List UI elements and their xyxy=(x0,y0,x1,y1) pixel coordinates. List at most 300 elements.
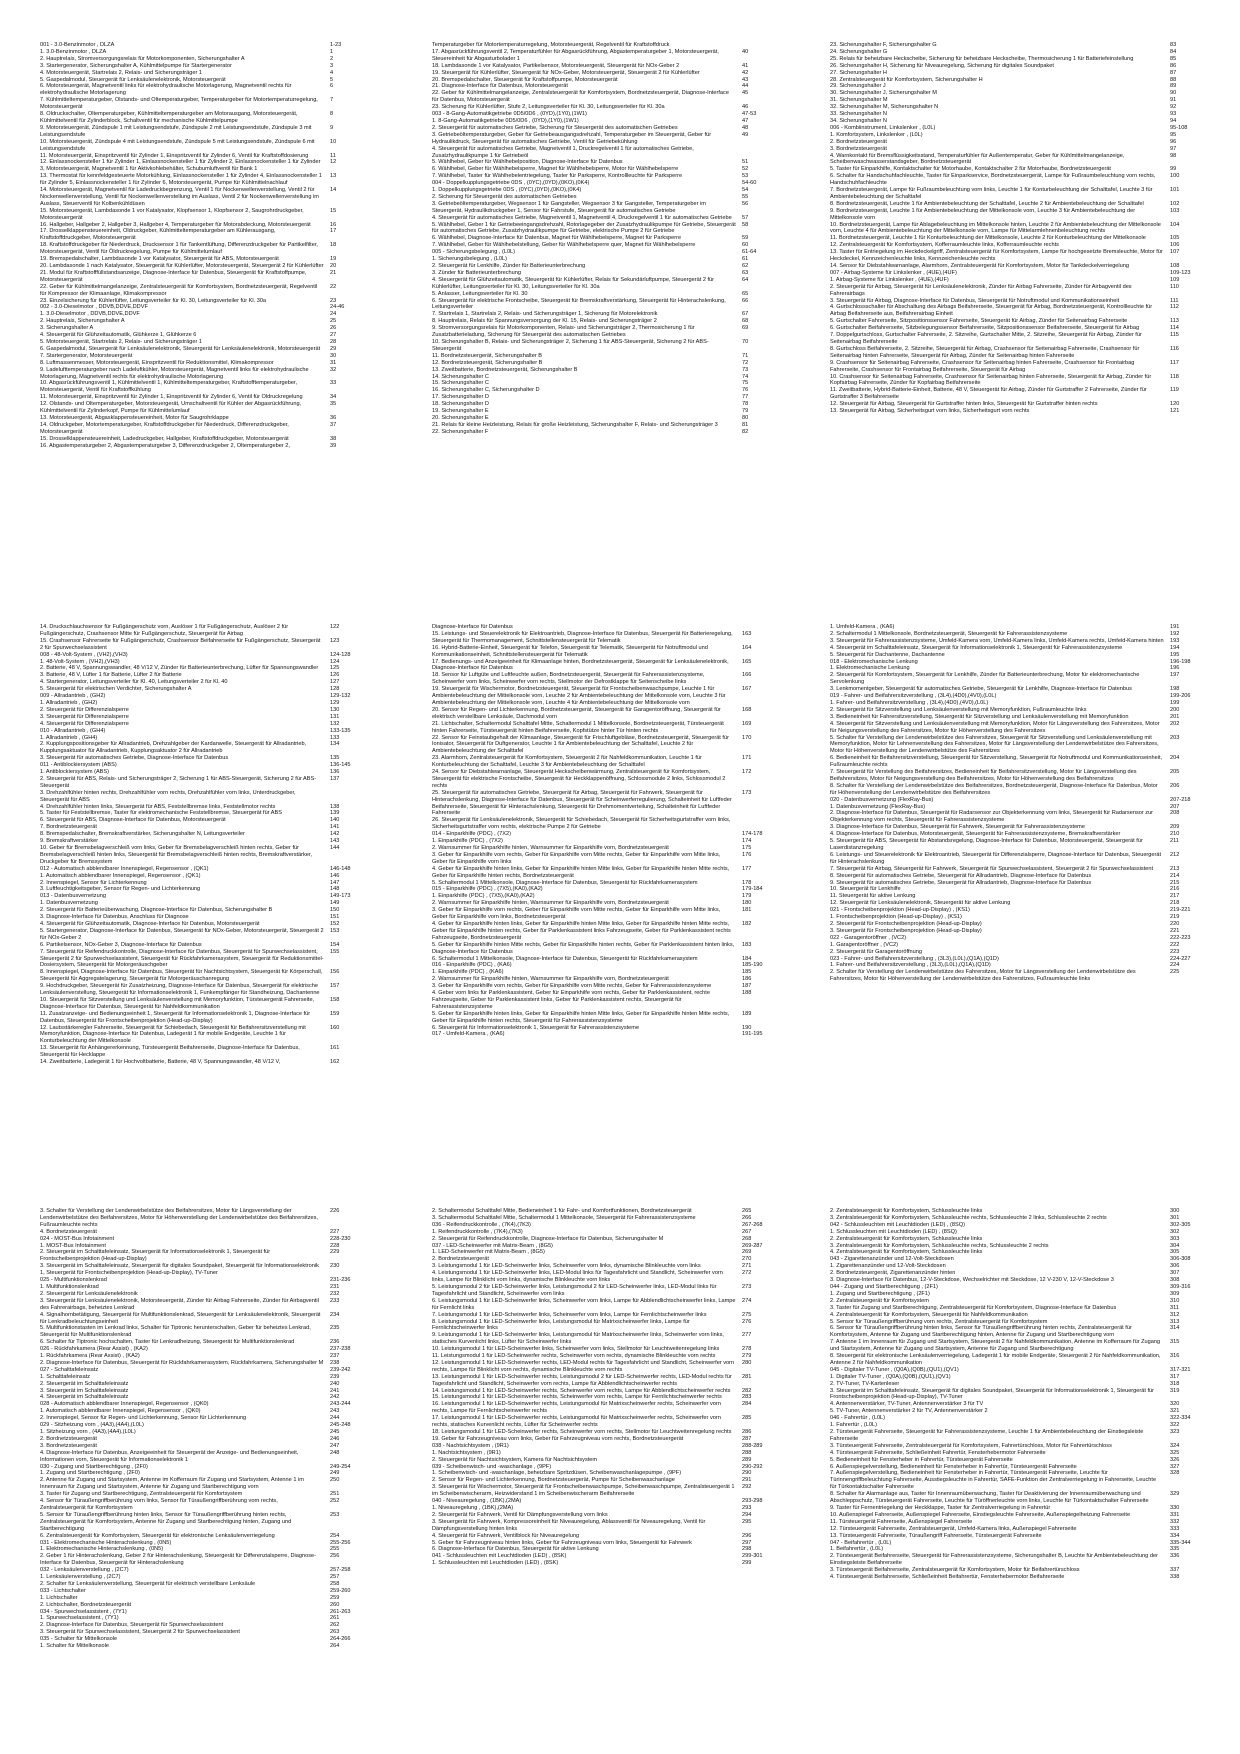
index-entry xyxy=(830,187,1200,201)
entry-page: 13 xyxy=(330,173,337,180)
entry-page: 336 xyxy=(1170,1553,1180,1560)
entry-title: 5. Taster für Feststellbremse, Taster für elektromechanische Feststellbremse, Steuergerät für ABS xyxy=(40,810,282,817)
entry-title: 6. Wählhebel, Diagnose-Interface für Datenbus, Magnet für Wählhebelsperre, Magnet für Parksperre xyxy=(432,235,682,242)
entry-title: 17. Sicherungshalter D xyxy=(432,394,489,401)
entry-page: 179-184 xyxy=(742,886,763,893)
index-entry xyxy=(40,1374,360,1381)
index-entry xyxy=(432,242,772,249)
entry-page: 301 xyxy=(1170,1214,1180,1221)
index-entry xyxy=(40,1567,360,1574)
index-entry xyxy=(830,360,1200,374)
index-entry xyxy=(830,374,1200,388)
entry-title: 1. Lenksäulenverstellung , (2C7) xyxy=(40,1574,121,1581)
index-entry xyxy=(40,1045,360,1059)
entry-page: 275 xyxy=(742,1311,752,1318)
entry-page: 243 xyxy=(330,1408,340,1415)
entry-page: 211 xyxy=(1170,838,1179,845)
index-entry xyxy=(830,1443,1200,1450)
entry-title: 029 - Sitzheizung vorn , (4A3),(4A4),(L0L) xyxy=(40,1422,144,1429)
index-entry xyxy=(40,1011,360,1025)
index-entry xyxy=(40,1443,360,1450)
index-entry xyxy=(830,942,1200,949)
index-entry xyxy=(432,817,772,831)
entry-title: 1. LED-Scheinwerfer mit Matrix-Beam , (8G5) xyxy=(432,1249,545,1256)
entry-page: 87 xyxy=(1170,69,1177,76)
entry-page xyxy=(330,790,360,804)
entry-title: 18. Sicherungshalter D xyxy=(432,401,489,408)
entry-title: 13. Steuergerät für Anhängererkennung, Türsteuergerät Beifahrerseite, Diagnose-Interface für Datenbus, Steuergerät für Hecklappe xyxy=(40,1045,300,1059)
entry-title: 5. Leistungsmodul 2 für LED-Scheinwerfer links, Leistungsmodul 2 für LED-Scheinwerfer links, LED-Modul links für Tagesfahrlicht und Standlicht, Scheinwerfer vorn links xyxy=(432,1283,717,1297)
entry-title: 7. Wählhebel, Taster für Wählhebelentriegelung, Taster für Parksperre, Kontrollleuchte für Parksperre xyxy=(432,173,683,180)
entry-page: 231 xyxy=(330,1283,340,1290)
index-entry xyxy=(830,1325,1200,1339)
index-entry xyxy=(432,1498,772,1505)
index-entry xyxy=(40,810,360,817)
index-entry xyxy=(830,1215,1200,1222)
entry-title: 2. Diagnose-Interface für Datenbus, Steuergerät für Radarsensor zur Objekterkennung vorn links, Steuergerät für Radarsensor zur Objekterkennung vorn rechts, Steuergerät für Fahrerassistenzsysteme xyxy=(830,810,1154,824)
entry-title: 2. Steuergerät für Fahrwerk, Ventil für Dämpfungsverstellung vorn links xyxy=(432,1511,608,1518)
entry-title: 4. Steuergerät für Differenzialsperre xyxy=(40,720,129,727)
entry-page: 11 xyxy=(330,152,336,159)
entry-page: 269 xyxy=(742,1249,752,1256)
entry-title: 9. Crashsensor für Seitenairbag Fahrerseite, Crashsensor für Seitenairbag hinten Fahrerseite, Crashsensor für Frontairbag Fahrerseite, Crashsensor für Frontairbag Beifahrerseite, Steuergerät für Airbag xyxy=(830,359,1135,373)
entry-title: 14. Leistungsmodul 1 für LED-Scheinwerfer rechts, Scheinwerfer vorn rechts, Lampe für Abblendlichtscheinwerfer rechts xyxy=(432,1387,731,1394)
entry-page: 171 xyxy=(742,755,752,762)
index-entry xyxy=(432,42,772,49)
entry-page: 317 xyxy=(1170,1373,1180,1380)
entry-page: 166 xyxy=(742,672,752,679)
entry-title: 022 - Garagentoröffner , (VC2) xyxy=(830,934,907,941)
entry-title: 3. Steuergerät für Airbag, Diagnose-Interface für Datenbus, Steuergerät für Notruftmodul und Kommunikationseinheit xyxy=(830,297,1120,304)
index-entry xyxy=(432,401,772,408)
entry-title: 10. Geber für Bremsbelagverschleiß vorn links, Geber für Bremsbelagverschleiß hinten rechts, Geber für Bremsbelagverschleiß hinten links, Steuergerät für Bremsbelagverschleiß hinten rechts, Bremskraftverstärker, Druckgeber für Bremssystem xyxy=(40,845,313,865)
entry-page: 7 xyxy=(330,97,334,104)
entry-title: 1. Doppelkupplungsgetriebe 0DS , (0YC),(0YD),(0KO),(0K4) xyxy=(432,187,582,194)
entry-title: 2. Steuergerät für Komfortsystem, Steuergerät für Lenkhilfe, Zünder für Batterieunterbrechung, Motor für elektromechanische Servolenkung xyxy=(830,672,1140,686)
entry-title: 21. Diagnose-Interface für Datenbus, Motorsteuergerät xyxy=(432,83,568,90)
entry-page: 62 xyxy=(742,263,749,269)
index-entry xyxy=(40,1243,360,1250)
entry-page: 122 xyxy=(330,624,340,630)
index-entry xyxy=(432,408,772,415)
entry-title: 10. Crashsensor für Seitenairbag Fahrerseite, Crashsensor für Seitenairbag hinten Fahrerseite, Steuergerät für Airbag, Zünder für Kopfairbag Fahrerseite, Zünder für Kopfairbag Beifahrerseite xyxy=(830,373,1152,387)
entry-page: 84 xyxy=(1170,48,1177,55)
entry-page: 255-256 xyxy=(330,1539,351,1546)
index-entry xyxy=(830,1574,1200,1581)
entry-page: 190 xyxy=(742,1024,752,1031)
index-entry xyxy=(830,304,1200,318)
entry-page: 32 xyxy=(330,366,337,373)
entry-title: 3. Steuergerät für automatisches Getriebe, Diagnose-Interface für Datenbus xyxy=(40,755,229,762)
entry-title: 1. Antiblockiersystem (ABS) xyxy=(40,769,110,776)
index-entry xyxy=(40,942,360,949)
entry-title: 4. Diagnose-Interface für Datenbus, Anzeigeeinheit für Steuergerät der Anzeige- und Bedienungseinheit, Informationen vorn, Steuergerät für Informationselektronik 1 xyxy=(40,1449,299,1463)
entry-title: 14. Druckschlauchsensor für Fußgängerschutz vorn, Auslöser 1 für Fußgängerschutz, Auslöser 2 für Fußgängerschutz, Crashsensor Mitte für Fußgängerschutz, Steuergerät für Airbag xyxy=(40,624,289,637)
entry-page: 106 xyxy=(1170,242,1180,249)
index-entry xyxy=(830,111,1200,118)
entry-page: 61 xyxy=(742,256,749,263)
entry-page: 282 xyxy=(742,1387,752,1394)
entry-title: 20. Lambdasonde 1 nach Katalysator, Steuergerät für Kühlerlüfter, Motorsteuergerät, Steuergerät 2 für Kühlerlüfter xyxy=(40,263,324,269)
index-entry xyxy=(830,714,1200,721)
index-entry xyxy=(830,208,1200,222)
entry-title: 1. MOST-Bus Infotainment xyxy=(40,1242,106,1249)
entry-title: 9. Motorsteuergerät, Zündspule 1 mit Leistungsendstufe, Zündspule 2 mit Leistungsendstufe, Zündspule 3 mit Leistungsendstufe xyxy=(40,124,312,138)
index-entry xyxy=(830,1540,1200,1547)
entry-title: 4. Steuergerät für automatisches Getriebe, Magnetventil 1, Magnetventil 4, Druckregelventil 1 für automatisches Getriebe xyxy=(432,214,732,221)
index-entry xyxy=(830,873,1200,880)
entry-title: 017 - Umfeld-Kamera , (KA6) xyxy=(432,1031,505,1038)
entry-page: 185 xyxy=(742,969,752,976)
index-entry xyxy=(40,969,360,983)
entry-title: 11. Bordnetzsteuergerät, Leuchte 1 für Konturbeleuchtung der Mittelkonsole, Leuchte 2 für Konturbeleuchtung der Mittelkonsole xyxy=(830,235,1146,242)
entry-page: 251 xyxy=(330,1491,340,1498)
entry-page: 114 xyxy=(1170,325,1179,332)
index-entry xyxy=(432,49,772,63)
index-column xyxy=(40,1208,360,1650)
index-entry xyxy=(432,686,772,707)
entry-title: 11. Steuergerät für aktive Lenkung xyxy=(830,893,916,900)
entry-page: 54-60 xyxy=(742,180,757,187)
index-entry xyxy=(830,298,1200,305)
entry-page: 231-236 xyxy=(330,1277,351,1284)
index-entry xyxy=(40,1367,360,1374)
entry-page: 40 xyxy=(742,48,749,55)
entry-page: 260 xyxy=(330,1601,340,1608)
entry-title: 18. Kraftstoffdruckgeber für Niederdruck, Drucksensor 1 für Tankentlüftung, Differenzdruckgeber für Partikelfilter, Motorsteuergerät, Ventil für Öldruckregelung, Pumpe für Kühlmittelumlauf xyxy=(40,242,318,256)
index-entry xyxy=(830,665,1200,672)
entry-page: 147 xyxy=(330,879,340,886)
entry-page: 325 xyxy=(1170,1449,1180,1456)
index-entry xyxy=(40,1208,360,1229)
index-entry xyxy=(830,1422,1200,1429)
index-entry xyxy=(40,1574,360,1581)
entry-title: 10. Bordnetzsteuergerät, Lampe für Ablagebeleuchtung im Mittelkonsole hinten, Leuchte 2 für Ambientebeleuchtung der Mittelkonsole vorn, Leuchte 4 für Ambientebeleuchtung der Mittelkonsole vorn, Lampe für Mittelarmlehnenbeleuchtung rechts xyxy=(830,221,1161,235)
entry-page: 175 xyxy=(742,845,752,851)
index-entry xyxy=(432,374,772,381)
index-entry xyxy=(830,77,1200,84)
index-entry xyxy=(830,1222,1200,1229)
index-entry xyxy=(432,1540,772,1547)
entry-title: 1. Lichtschalter xyxy=(40,1594,78,1601)
entry-page: 61-64 xyxy=(742,249,757,256)
entry-page: 90 xyxy=(1170,90,1177,97)
index-entry xyxy=(830,1256,1200,1263)
entry-title: 3. Bordnetzsteuergerät xyxy=(40,1442,97,1449)
index-entry xyxy=(432,63,772,70)
index-entry xyxy=(432,1270,772,1284)
index-entry xyxy=(432,1031,772,1038)
index-entry xyxy=(830,1457,1200,1464)
entry-title: 2. Schalter für Verstellung der Lendenwirbelstütze des Fahrersitzes, Motor für Längsverstellung der Lendenwirbelstütze des Fahrersitzes, Motor für Höhenverstellung der Lendenwirbelstütze des Fahrersitzes, Fußraumleuchte links xyxy=(830,969,1136,983)
entry-page: 56 xyxy=(742,200,749,207)
entry-page: 236 xyxy=(330,1339,340,1346)
entry-title: 2. Steuergerät für Sitzverstellung und Lenksäulenverstellung mit Memoryfunktion, Fußraumleuchte links xyxy=(830,706,1087,713)
entry-page: 149 xyxy=(330,900,340,907)
entry-page: 124 xyxy=(330,658,340,665)
index-entry xyxy=(432,270,772,277)
index-entry xyxy=(40,56,360,63)
entry-title: 7. Steuergerät für Verstellung des Beifahrersitzes, Bedieneinheit für Beifahrersitzverstellung, Motor für Längsverstellung des Beifahrersitzes, Motor für Neigungsverstellung des Beifahrersitzes, Motor für Höhenverstellung des Beifahrersitzes xyxy=(830,769,1137,782)
index-entry xyxy=(830,1367,1200,1374)
entry-page: 257-258 xyxy=(330,1567,351,1574)
entry-page: 118 xyxy=(1170,373,1179,380)
index-entry xyxy=(432,291,772,298)
entry-page: 202 xyxy=(1170,720,1180,727)
index-entry xyxy=(40,983,360,997)
entry-page: 322-334 xyxy=(1170,1415,1191,1422)
index-entry xyxy=(830,1512,1200,1519)
entry-title: 2. Bordnetzsteuergerät, Zigarettenanzünder hinten xyxy=(830,1270,956,1277)
index-entry xyxy=(830,1236,1200,1243)
entry-page: 278 xyxy=(742,1346,752,1353)
index-entry xyxy=(40,263,360,270)
index-entry xyxy=(830,769,1200,783)
entry-page: 239 xyxy=(330,1373,340,1380)
entry-title: 1. Schalttafeleinsatz xyxy=(40,1373,91,1380)
index-entry xyxy=(432,1215,772,1222)
index-entry xyxy=(830,325,1200,332)
index-entry xyxy=(40,1339,360,1346)
entry-title: 12. Ölstands- und Öltemperaturgeber, Motorsteuergerät, Umschaltventil für Kühler der Abgasrückführung, Kühlmittelventil für Zylinderkopf, Pumpe für Kühlmittelumlauf xyxy=(40,401,302,415)
index-entry xyxy=(432,166,772,173)
index-entry xyxy=(830,928,1200,935)
entry-title: 11. Zweitbatterie, Hybrid-Batterie-Einheit, Batterie, 48 V, Steuergerät für Airbag, Zünder für Gurtstraffer 2 Fahrerseite, Zünder für Gurtstraffer 3 Beifahrerseite xyxy=(830,387,1147,401)
index-entry xyxy=(830,387,1200,401)
index-entry xyxy=(830,1491,1200,1505)
entry-page: 131 xyxy=(330,713,340,720)
index-entry xyxy=(40,921,360,928)
entry-page: 45 xyxy=(742,90,749,97)
entry-title: 2. Bordnetzsteuergerät xyxy=(40,1435,97,1442)
entry-title: 10. Steuergerät für Sitzverstellung und Lenksäulenverstellung mit Memoryfunktion, Türsteuergerät Fahrerseite, Diagnose-Interface für Datenbus, Steuergerät für Nahfeldkommunikation xyxy=(40,996,315,1010)
entry-page: 47-53 xyxy=(742,111,757,118)
index-entry xyxy=(432,672,772,686)
index-entry xyxy=(830,880,1200,887)
entry-page: 207-218 xyxy=(1170,796,1191,803)
entry-page: 257 xyxy=(330,1574,340,1581)
index-entry xyxy=(830,70,1200,77)
entry-title: 25. Steuergerät für automatisches Getriebe, Steuergerät für Airbag, Steuergerät für Fahrwerk, Steuergerät für Hinterachslenkung, Diagnose-Interface für Datenbus, Steuergerät für Scheinwerferregulierung, Schalteinheit für Luftfeder Beifahrerseite, Steuergerät für Hinterachslenkung, Steuergerät für Drehmomentverteilung, Schalteinheit für Luftfeder Fahrerseite xyxy=(432,789,732,817)
entry-title: 22. Geber für Kühlmittelmangelanzeige, Zentralsteuergerät für Komfortsystem, Bordnetzsteuergerät, Diagnose-Interface für Datenbus, Motorsteuergerät xyxy=(432,90,729,104)
index-entry xyxy=(40,1588,360,1595)
entry-page: 79 xyxy=(742,408,749,415)
entry-page: 194 xyxy=(1170,644,1180,651)
entry-page: 8 xyxy=(330,111,334,118)
entry-page: 210 xyxy=(1170,831,1180,838)
index-entry xyxy=(40,1401,360,1408)
entry-page: 70 xyxy=(742,338,749,345)
entry-title: 17. Abgasrückführungsventil 2, Temperaturfühler für Abgasrückführung, Abgastemperaturgeber 1, Motorsteuergerät, Steuereinheit für Abgasturbolader 1 xyxy=(432,48,719,62)
entry-title: 8. Hauptrelais, Relais für Spannungsversorgung der Kl. 15, Relais- und Sicherungsträger 2 xyxy=(432,318,657,325)
index-entry xyxy=(830,935,1200,942)
index-entry xyxy=(432,1512,772,1519)
entry-page: 168 xyxy=(742,706,752,713)
index-entry xyxy=(40,873,360,880)
index-entry xyxy=(432,1256,772,1263)
entry-title: 3. Taster für Zugang und Startberechtigung, Zentralsteuergerät für Komfortsystem, Diagnose-Interface für Datenbus xyxy=(830,1304,1117,1311)
entry-page: 159 xyxy=(330,1010,340,1017)
entry-title: 3. Diagnose-Interface für Datenbus, 12-V-Steckdose, Wechselrichter mit Steckdose, 12 V-230 V, 12-V-Steckdose 3 xyxy=(830,1277,1114,1284)
entry-page: 174 xyxy=(742,838,752,845)
entry-title: 11. Zusatzanzeige- und Bedienungseinheit 1, Steuergerät für Informationselektronik 1, Diagnose-Interface für Datenbus, Steuergerät für Frontscheibenprojektion (Head-up-Display) xyxy=(40,1010,311,1024)
entry-page: 81 xyxy=(742,421,749,428)
index-entry xyxy=(830,1270,1200,1277)
entry-page: 111 xyxy=(1170,297,1179,304)
entry-page: 204 xyxy=(1170,755,1180,762)
index-entry xyxy=(40,1059,360,1066)
entry-title: 1. Airbag-Systeme für Linkslenker , (4UE),(4UF) xyxy=(830,276,949,283)
entry-title: 15. Leistungs- und Steuerelektronik für Elektroantrieb, Diagnose-Interface für Datenbus, Steuergerät für Batterieregelung, Steuergerät für Thermomanagement, Schnittstellensteuergerät für Telematik xyxy=(432,630,733,644)
entry-title: 24. Sensor für Diebstahlwarnanlage, Steuergerät Heckscheibenwärmung, Zentralsteuergerät für Komfortsystem, Steuergerät für elektrische Frontscheibe, Steuergerät für Heckklappenöffnung, Schlossmodule 2 links, Schlossmodul 2 rechts xyxy=(432,769,726,789)
index-entry xyxy=(830,886,1200,893)
entry-page: 124-128 xyxy=(330,651,351,658)
index-entry xyxy=(432,659,772,673)
entry-page: 189 xyxy=(742,1010,752,1017)
index-entry xyxy=(40,1636,360,1643)
entry-title: 4. Steuergerät für automatisches Getriebe, Magnetventil 1, Druckregelventil 1 für automatisches Getriebe, Zusatzhydraulikpumpe 1 für Getriebeöl xyxy=(432,145,694,159)
entry-title: 8. Öldruckschalter, Öltemperaturgeber, Kühlmitteltemperaturgeber am Motorausgang, Motorsteuergerät, Kühlmittelventil für Zylinderblock, Schaltventil für mechanische Kühlmittelpumpe xyxy=(40,111,298,124)
entry-title: 6. Außenspiegelverstellung, Bedieneinheit für Fensterheber in Fahrertür, Türsteuergerät Fahrerseite xyxy=(830,1463,1077,1470)
index-entry xyxy=(432,111,772,118)
index-entry xyxy=(40,1615,360,1622)
entry-page: 96 xyxy=(1170,138,1177,145)
index-entry xyxy=(40,721,360,728)
index-entry xyxy=(830,900,1200,907)
index-entry xyxy=(830,1319,1200,1326)
entry-title: 027 - Schalttafeleinsatz xyxy=(40,1366,99,1373)
index-entry xyxy=(830,139,1200,146)
entry-title: 22. Sensor für Feinstaubgehalt der Klimaanlage, Steuergerät für Frischluftgebläse, Bordnetzsteuergerät, Steuergerät für Ionisator, Steuergerät für Duftgenerator, Leuchte 1 für Ambientebeleuchtung der Schalttafel, Leuchte 2 für Ambientebeleuchtung der Schalttafel xyxy=(432,734,729,755)
entry-title: 9. Leistungsmodul 1 für LED-Scheinwerfer links, Leistungsmodul für Matrixscheinwerfer links, Scheinwerfer vorn links, statisches Kurvenlicht links, Lüfter für Scheinwerfer links xyxy=(432,1332,724,1346)
entry-page: 218 xyxy=(1170,900,1180,907)
index-entry xyxy=(40,1436,360,1443)
entry-page: 329 xyxy=(1170,1491,1180,1498)
index-entry xyxy=(432,1332,772,1346)
entry-title: 23. Sicherung für Kühlerlüfter, Stufe 2, Leitungsverteiler für Kl. 30, Leitungsverteiler für Kl. 30a xyxy=(432,104,665,111)
entry-title: 3. Diagnose-Interface für Datenbus, Anschluss für Diagnose xyxy=(40,914,189,921)
entry-page: 299-301 xyxy=(742,1553,763,1560)
index-entry xyxy=(830,318,1200,325)
index-entry xyxy=(40,394,360,401)
index-entry xyxy=(432,173,772,180)
entry-title: 12. Türsteuergerät Fahrerseite, Zentralsteuergerät, Umfeld-Kamera links, Außenspiegel Fahrerseite xyxy=(830,1525,1077,1532)
entry-title: 26. Sicherungshalter H, Sicherung für Niveauregelung, Sicherung für digitales Soundpaket xyxy=(830,62,1054,69)
entry-page: 217 xyxy=(1170,893,1180,900)
entry-page: 54 xyxy=(742,187,749,194)
entry-page: 313 xyxy=(1170,1318,1180,1325)
entry-title: 13. Steuergerät für Airbag, Sicherheitsgurt vorn links, Sicherheitsgurt vorn rechts xyxy=(830,408,1030,415)
entry-title: 2. Zentralsteuergerät für Komfortsystem, Schlussleuchte links xyxy=(830,1235,983,1242)
entry-page: 117 xyxy=(1170,359,1179,366)
entry-page: 99 xyxy=(1170,166,1177,173)
index-entry xyxy=(830,132,1200,139)
entry-page: 27 xyxy=(330,332,337,339)
index-entry xyxy=(830,866,1200,873)
index-entry xyxy=(40,1595,360,1602)
entry-page: 161 xyxy=(330,1045,340,1052)
entry-page: 224-227 xyxy=(1170,955,1191,962)
entry-page: 199 xyxy=(1170,699,1180,706)
index-entry xyxy=(830,831,1200,838)
index-entry xyxy=(432,339,772,353)
entry-page: 302-305 xyxy=(1170,1221,1191,1228)
entry-page: 297 xyxy=(742,1539,752,1546)
entry-title: 14. Sicherungshalter C xyxy=(432,373,489,380)
entry-title: 2. TV-Tuner, TV-Kartenleser xyxy=(830,1380,900,1387)
entry-title: 031 - Elektromechanische Hinterachslenkung , (0N5) xyxy=(40,1539,172,1546)
index-entry xyxy=(40,1277,360,1284)
entry-page: 302 xyxy=(1170,1228,1180,1235)
entry-title: 4. Geber vorn links für Parklenkassistent, Geber für Einparkhilfe vorn rechts, Geber für Parklenkassistent, rechte Fahrzeugseite, Geber für Parklenkassistent links, Geber für Parklenkassistent rechts, Steuergerät für Fahrerassistenzsysteme xyxy=(432,990,710,1010)
entry-page xyxy=(742,146,772,160)
index-entry xyxy=(40,63,360,70)
index-entry xyxy=(40,70,360,77)
index-entry xyxy=(432,215,772,222)
entry-page: 157 xyxy=(330,983,340,990)
entry-title: 8. Steuergerät für elektronische Lenksäulenverriegelung, Ladegerät 1 für mobile Endgeräte, Steuergerät 2 für Nahfeldkommunikation, Antenne 2 für Nahfeldkommunikation xyxy=(830,1353,1161,1366)
entry-title: 1. 3.0-Dieselmotor , DDVB,DDVE,DDVF xyxy=(40,311,140,318)
entry-page: 241 xyxy=(330,1387,340,1394)
entry-page: 227 xyxy=(330,1228,340,1235)
entry-title: 20. Sensor für Regen- und Lichterkennung, Bordnetzsteuergerät, Steuergerät für Garagentoröffnung, Steuergerät für elektrisch verstellbare Lenksäule, Dachmodul vorn xyxy=(432,706,721,720)
index-entry xyxy=(40,125,360,139)
entry-page: 331 xyxy=(1170,1511,1180,1518)
entry-page: 76 xyxy=(742,387,749,394)
entry-title: 4. Steuergerät für Glühzeitautomatik, Diagnose-Interface für Datenbus, Motorsteuergerät xyxy=(40,920,260,927)
index-entry xyxy=(40,638,360,652)
entry-page: 240 xyxy=(330,1380,340,1387)
entry-title: 6. Leistungsmodul 1 für LED-Scheinwerfer links, Scheinwerfer vorn links, Lampe für Abblendlichtscheinwerfer links, Lampe für Fernlicht links xyxy=(432,1297,736,1311)
index-entry xyxy=(40,1546,360,1553)
entry-page: 139 xyxy=(330,810,340,817)
index-entry xyxy=(40,707,360,714)
entry-page: 141 xyxy=(330,824,340,831)
entry-title: 9. Steuergerät für automatisches Getriebe, Steuergerät für Allradantrieb, Diagnose-Interface für Datenbus xyxy=(830,879,1092,886)
entry-title: 1. Elektromechanische Hinterachslenkung , (0N5) xyxy=(40,1546,164,1553)
entry-page: 83 xyxy=(1170,42,1177,48)
entry-title: 7. Antenne 1 im Innenraum für Zugang und Startsystem, Steuergerät 2 für Nahfeldkommunikation, Antenne im Kofferraum für Zugang und Startsystem, Antenne für Zugang und Startsystem, Antenne für Zugang und Startberechtigung xyxy=(830,1339,1161,1353)
entry-page: 324 xyxy=(1170,1442,1180,1449)
entry-page: 291 xyxy=(742,1477,752,1484)
entry-page: 184 xyxy=(742,955,752,962)
entry-page: 12 xyxy=(330,159,337,166)
entry-title: 23. Alarmhorn, Zentralsteuergerät für Komfortsystem, Steuergerät 2 für Nahfeldkommunikation, Leuchte 1 für Konturbeleuchtung der Schalttafel, Leuchte 3 für Ambientebeleuchtung der Schalttafel xyxy=(432,755,702,769)
entry-title: 046 - Fahrertür , (L0L) xyxy=(830,1415,886,1422)
entry-title: 016 - Einparkhilfe (PDC) , (KA6) xyxy=(432,962,512,969)
entry-page: 254 xyxy=(330,1532,340,1539)
entry-page: 239-242 xyxy=(330,1366,351,1373)
entry-page: 51 xyxy=(742,159,749,166)
entry-title: 5. Bedieneinheit für Fensterheber in Fahrertür, Türsteuergerät Fahrerseite xyxy=(830,1456,1013,1463)
entry-title: 8. Leistungsmodul 1 für LED-Scheinwerfer links, Leistungsmodul für Matrixscheinwerfer links, Lampe für Fernlichtscheinwerfer links xyxy=(432,1318,690,1332)
index-entry xyxy=(40,693,360,700)
index-entry xyxy=(40,367,360,381)
entry-title: 3. Zentralsteuergerät für Komfortsystem, Schlussleuchte rechts, Schlussleuchte 2 rechts xyxy=(830,1242,1049,1249)
index-entry xyxy=(432,1560,772,1567)
index-entry xyxy=(830,63,1200,70)
entry-title: 036 - Reifendruckkontrolle , (7K4),(7K3) xyxy=(432,1221,531,1228)
index-entry xyxy=(432,256,772,263)
index-entry xyxy=(432,1208,772,1215)
index-entry xyxy=(432,1229,772,1236)
entry-title: 5. Motorsteuergerät, Startrelais 2, Relais- und Sicherungsträger 1 xyxy=(40,338,202,345)
index-column xyxy=(40,624,360,1066)
entry-title: 7. Bordnetzsteuergerät, Lampe für Fußraumbeleuchtung vorn links, Leuchte 1 für Konturbeleuchtung der Schalttafel, Leuchte 3 für Ambientebeleuchtung der Schalttafel xyxy=(830,187,1153,200)
entry-page: 14 xyxy=(330,187,337,194)
index-entry xyxy=(40,360,360,367)
entry-title: 8. Bordnetzsteuergerät, Leuchte 1 für Ambientebeleuchtung der Schalttafel, Leuchte 2 für Ambientebeleuchtung der Schalttafel xyxy=(830,200,1144,207)
